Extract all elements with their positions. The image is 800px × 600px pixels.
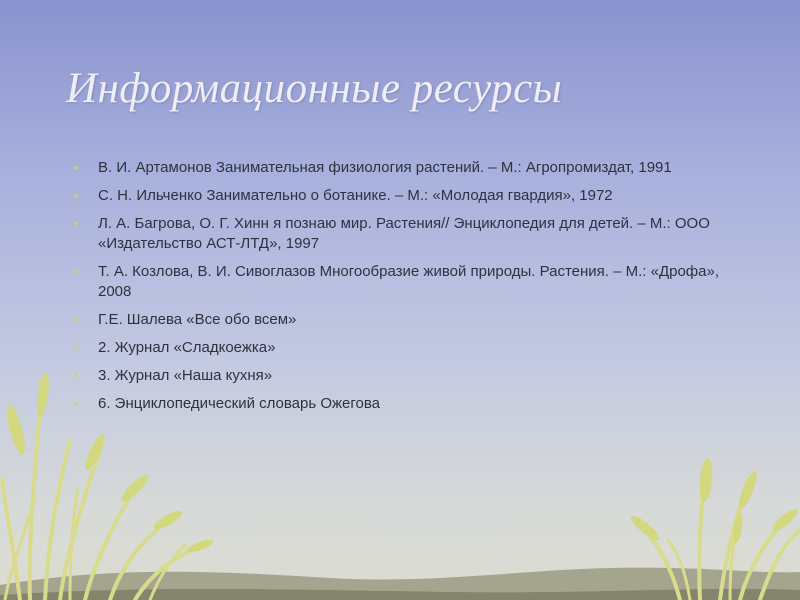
list-item-text: 3. Журнал «Наша кухня» <box>98 367 273 384</box>
list-item-text: Т. А. Козлова, В. И. Сивоглазов Многообразие живой природы. Растения. – М.: «Дрофа», 2008 <box>98 263 719 300</box>
list-item-text: С. Н. Ильченко Занимательно о ботанике. – М.: «Молодая гвардия», 1972 <box>98 187 613 204</box>
slide-title: Информационные ресурсы <box>66 65 563 112</box>
grass-left <box>2 380 205 600</box>
bullet-icon: • <box>74 396 79 411</box>
bullet-icon: • <box>74 160 79 175</box>
bullet-icon: • <box>74 188 79 203</box>
bullet-icon: • <box>74 312 79 327</box>
bullet-icon: • <box>74 340 79 355</box>
list-item-text: 2. Журнал «Сладкоежка» <box>98 339 276 356</box>
list-item-text: 6. Энциклопедический словарь Ожегова <box>98 395 381 412</box>
bullet-icon: • <box>74 216 79 231</box>
list-item-text: В. И. Артамонов Занимательная физиология растений. – М.: Агропромиздат, 1991 <box>98 159 672 176</box>
bullet-icon: • <box>74 264 79 279</box>
list-item-text: Г.Е. Шалева «Все обо всем» <box>98 311 297 328</box>
wheat-heads-right <box>628 458 800 544</box>
list-item-text: Л. А. Багрова, О. Г. Хинн я познаю мир. Растения// Энциклопедия для детей. – М.: ООО «Издательство АСТ-ЛТД», 1997 <box>98 215 710 252</box>
bullet-icon: • <box>74 368 79 383</box>
